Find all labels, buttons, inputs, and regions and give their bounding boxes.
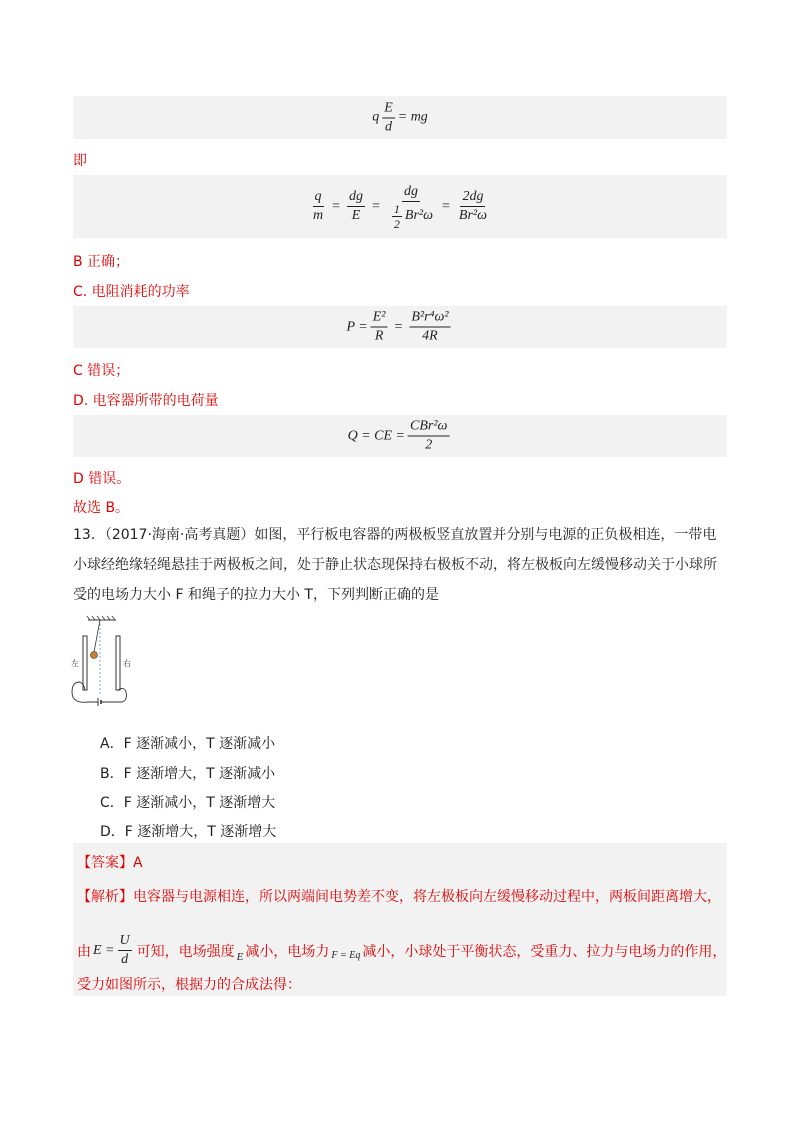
formula-e-ud: E = $\frac{U}{d}$ — [93, 933, 130, 967]
fraction — [311, 189, 325, 224]
formula-p: P = — [346, 319, 368, 334]
denominator: 2 — [425, 437, 433, 453]
numerator: 2dg — [460, 189, 485, 207]
numerator: U — [118, 933, 132, 951]
analysis-mid2: 减小，电场力 — [245, 943, 330, 960]
denominator: Br²ω — [458, 208, 488, 223]
formula-rhs: = mg — [397, 109, 428, 125]
question-line-2: 小球经绝缘轻绳悬挂于两极板之间，处于静止状态现保持右极板不动，将左极板向左缓慢移动关于小球所 — [73, 557, 717, 573]
formula-f-eq: F = Eq — [331, 950, 361, 961]
text-b-correct: B 正确； — [73, 254, 130, 270]
analysis-line-1: 【解析】电容器与电源相连，所以两端间电势差不变，将左极板向左缓慢移动过程中，两板间距离增大， — [77, 889, 721, 905]
numerator: CBr²ω — [408, 419, 449, 437]
analysis-line-2 — [77, 933, 726, 968]
text-choose: 故选 B。 — [73, 500, 130, 516]
denominator: d — [384, 119, 392, 134]
text-c-wrong: C 错误； — [73, 363, 130, 379]
analysis-line-3: 受力如图所示，根据力的合成法得： — [77, 977, 301, 993]
fraction — [371, 310, 388, 345]
formula-box-3 — [73, 306, 727, 348]
capacitor-figure — [70, 614, 140, 708]
equals-sign: = — [372, 198, 380, 214]
text-ji: 即 — [73, 153, 87, 169]
question-line-3: 受的电场力大小 F 和绳子的拉力大小 T，下列判断正确的是 — [73, 587, 439, 603]
denominator: m — [312, 208, 324, 223]
numerator: E² — [371, 310, 388, 328]
fraction — [408, 419, 449, 454]
denominator: 4R — [422, 328, 438, 344]
formula-power — [346, 310, 453, 345]
answer-line: 【答案】A — [77, 855, 143, 871]
fraction — [118, 933, 132, 968]
equals-sign: = — [394, 319, 403, 334]
fraction — [347, 189, 365, 224]
numerator: E — [382, 100, 395, 118]
analysis-prefix: 由 — [77, 943, 91, 960]
denominator-rest: Br²ω — [404, 208, 434, 223]
denominator: d — [121, 952, 129, 967]
equals-sign: = — [332, 198, 341, 214]
denominator: R — [374, 328, 384, 344]
denominator: 2 — [393, 216, 400, 231]
symbol-e: E — [236, 950, 244, 963]
text-d-wrong: D 错误。 — [73, 471, 131, 487]
option-a[interactable]: A．F 逐渐减小，T 逐渐减小 — [100, 736, 276, 752]
option-c[interactable]: C．F 逐渐减小，T 逐渐增大 — [100, 795, 276, 811]
option-b[interactable]: B．F 逐渐增大，T 逐渐减小 — [100, 766, 276, 782]
question-line-1: 13．（2017·海南·高考真题）如图，平行板电容器的两极板竖直放置并分别与电源的正负极相连，一带电 — [73, 527, 717, 543]
formula-box-2 — [73, 175, 727, 238]
fraction — [409, 310, 450, 345]
formula-charge — [348, 419, 453, 454]
right-label: 右 — [123, 659, 131, 668]
numerator: 1 — [393, 201, 400, 216]
formula-electric-balance — [372, 100, 428, 135]
denominator: E — [351, 208, 361, 223]
option-d[interactable]: D．F 逐渐增大，T 逐渐增大 — [100, 824, 277, 840]
fraction — [382, 100, 395, 135]
analysis-mid: 可知，电场强度 — [136, 943, 235, 960]
text-d-label: D. 电容器所带的电荷量 — [73, 393, 219, 409]
denominator — [387, 202, 435, 230]
numerator: dg — [402, 184, 420, 202]
fraction — [387, 184, 435, 230]
formula-charge-mass — [308, 184, 492, 230]
formula-box-1 — [73, 96, 727, 139]
numerator: dg — [347, 189, 365, 207]
formula-box-4 — [73, 415, 727, 457]
left-label: 左 — [71, 659, 79, 668]
fraction — [457, 189, 489, 224]
equals-sign: = — [442, 198, 450, 214]
numerator: q — [313, 189, 324, 207]
half-fraction — [392, 203, 402, 230]
numerator: B²r⁴ω² — [409, 310, 450, 328]
formula-q: q — [372, 109, 380, 125]
analysis-post: 减小，小球处于平衡状态，受重力、拉力与电场力的作用， — [362, 943, 727, 960]
text-c-label: C. 电阻消耗的功率 — [73, 284, 190, 300]
formula-q-lhs: Q = CE = — [347, 428, 405, 443]
